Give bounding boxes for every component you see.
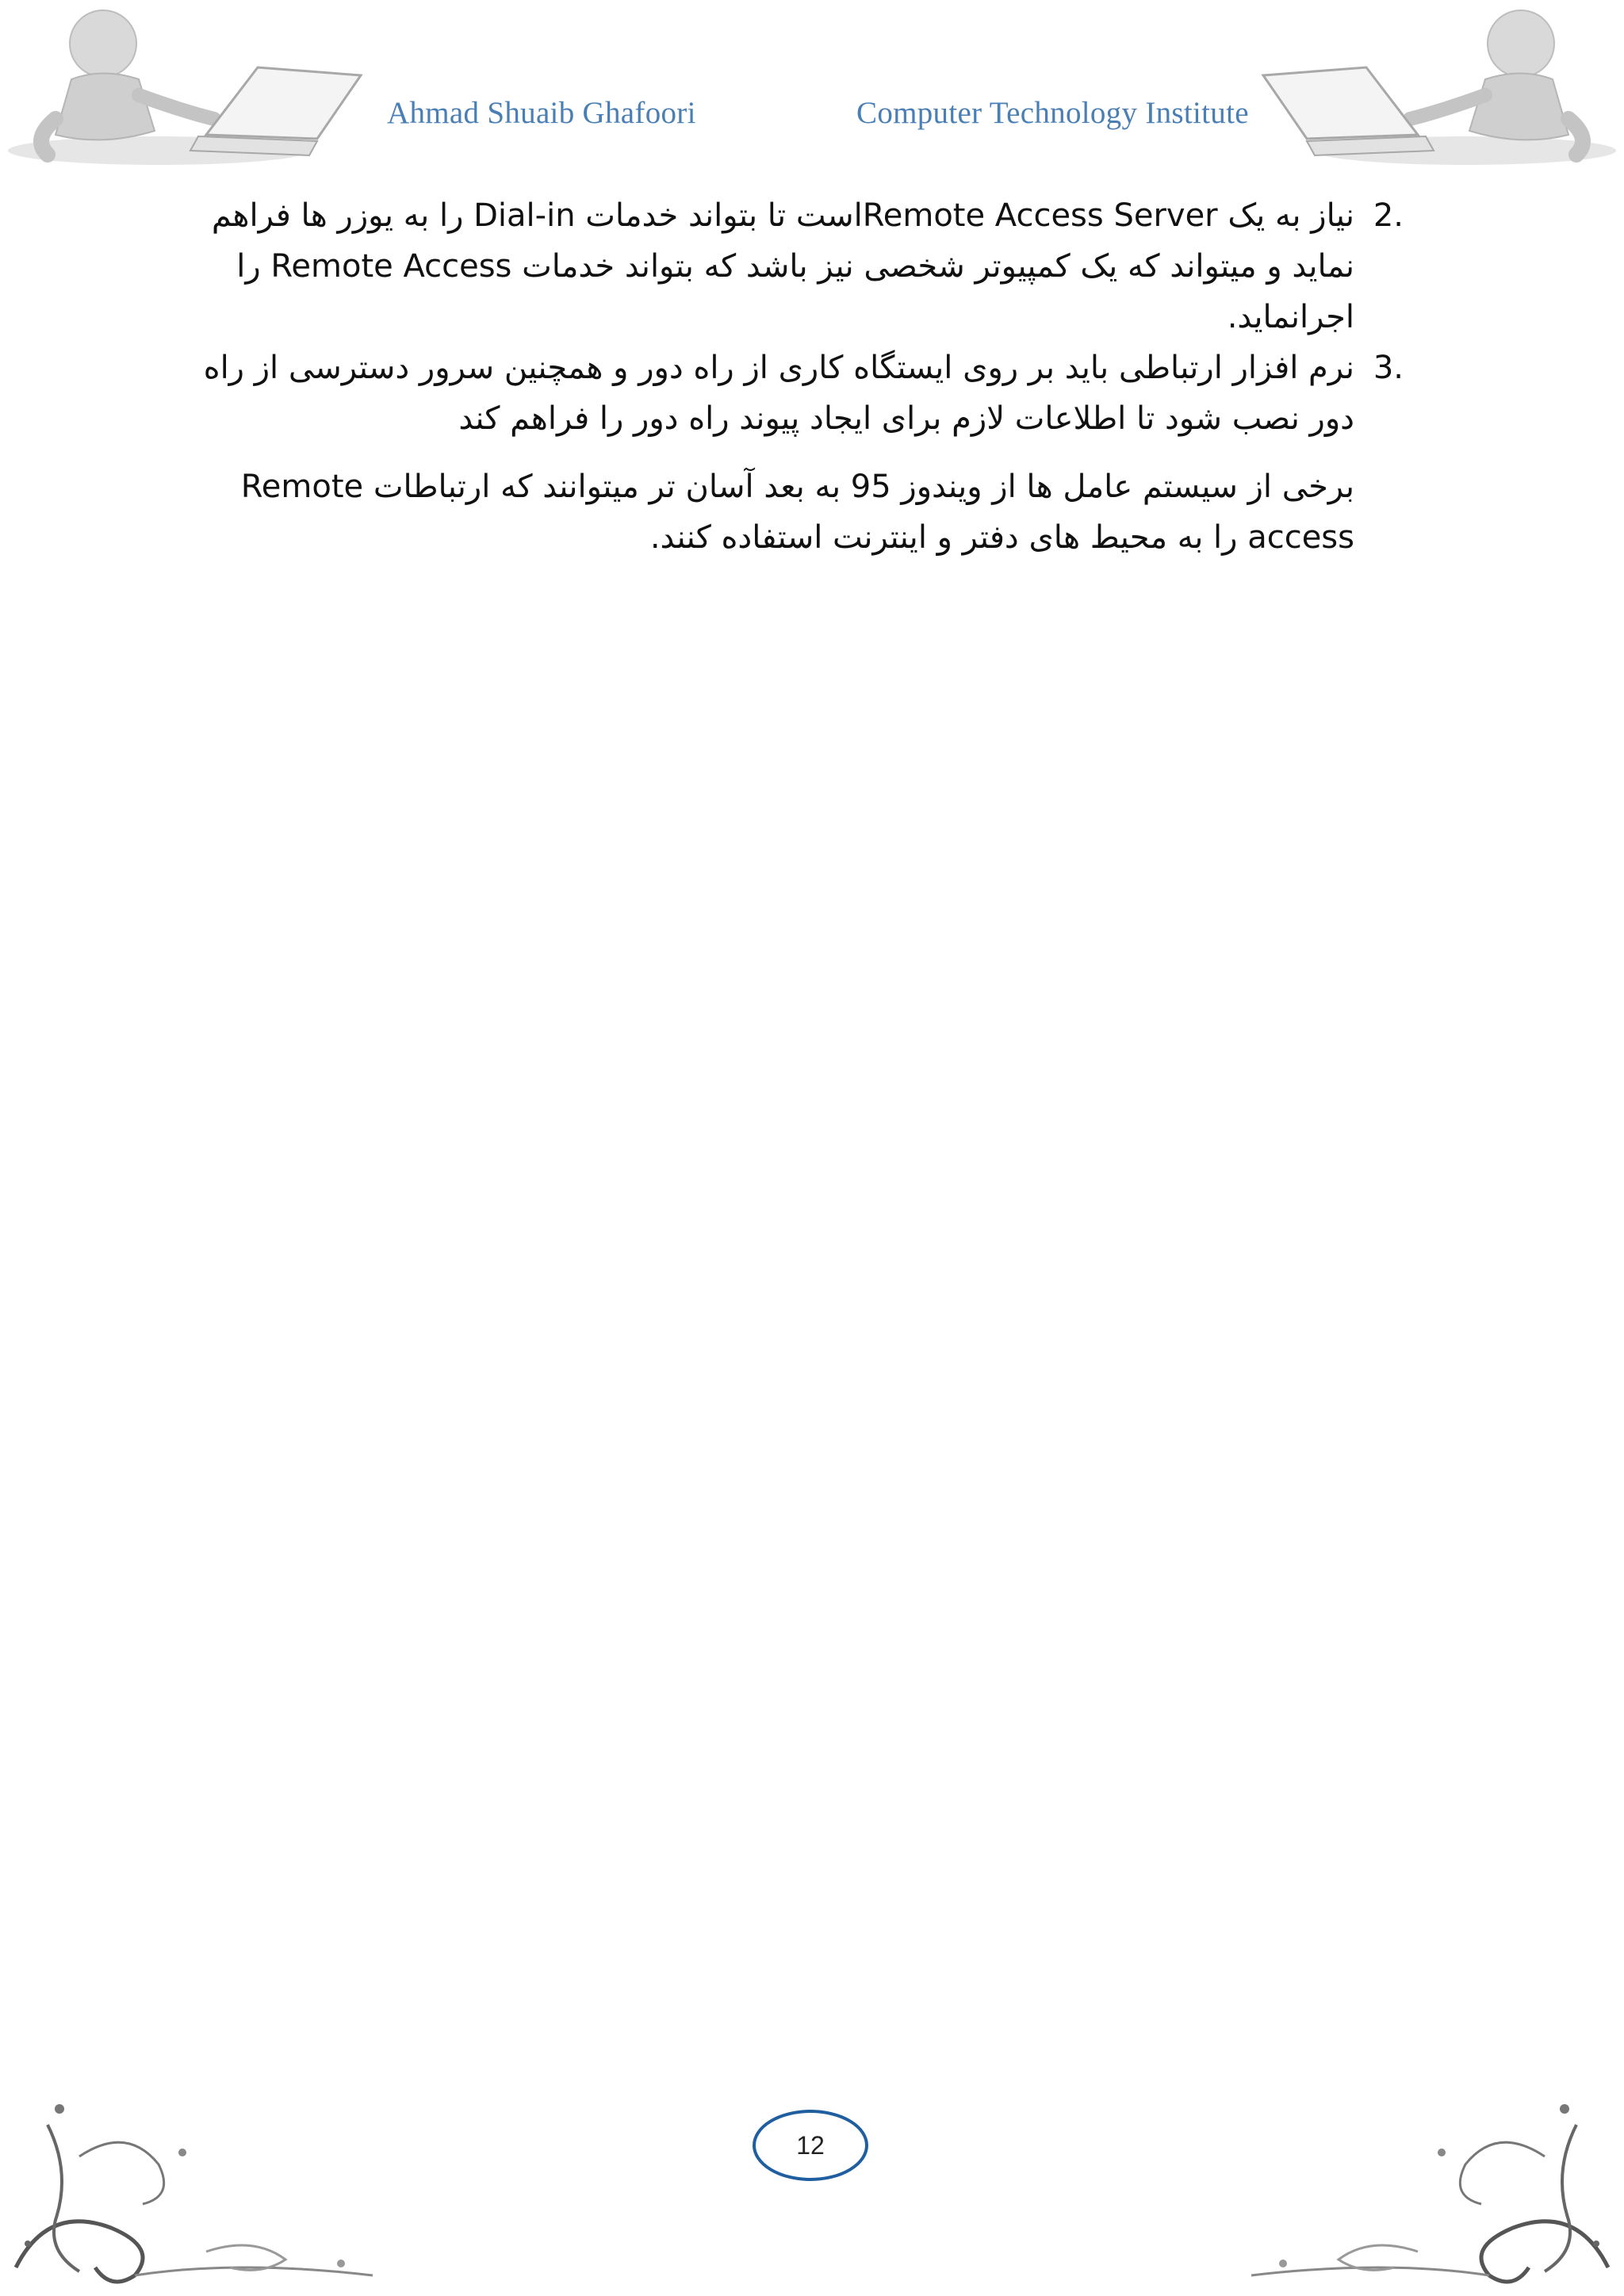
list-item-number: 2. — [1373, 197, 1404, 234]
floral-ornament-left-icon — [0, 2077, 396, 2296]
list-item-text: نیاز به یک Remote Access Serverاست تا بتواند خدمات Dial-in را به یوزر ها فراهم نماید و میتواند که یک کمپیوتر شخصی نیز باشد که بتواند خدمات Remote Access را اجرانماید. — [211, 197, 1354, 335]
body-paragraph: برخی از سیستم عامل ها از ویندوز 95 به بعد آسان تر میتوانند که ارتباطات Remote access را به محیط های دفتر و اینترنت استفاده کنند. — [240, 469, 1354, 556]
list-item-number: 3. — [1373, 350, 1404, 386]
page-number: 12 — [796, 2131, 825, 2160]
header-author: Ahmad Shuaib Ghafoori — [387, 96, 696, 130]
page-header — [0, 0, 1624, 182]
figure-with-laptop-left-icon — [0, 0, 381, 174]
figure-with-laptop-right-icon — [1243, 0, 1624, 174]
list-item — [190, 342, 1404, 444]
list-item — [190, 190, 1404, 342]
floral-ornament-right-icon — [1228, 2077, 1624, 2296]
list-item-text: نرم افزار ارتباطی باید بر روی ایستگاه کاری از راه دور و همچنین سرور دسترسی از راه دور نصب شود تا اطلاعات لازم برای ایجاد پیوند راه دور را فراهم کند — [203, 350, 1354, 437]
header-institute: Computer Technology Institute — [856, 96, 1249, 130]
document-body — [190, 190, 1404, 563]
page-number-badge — [752, 2109, 869, 2182]
